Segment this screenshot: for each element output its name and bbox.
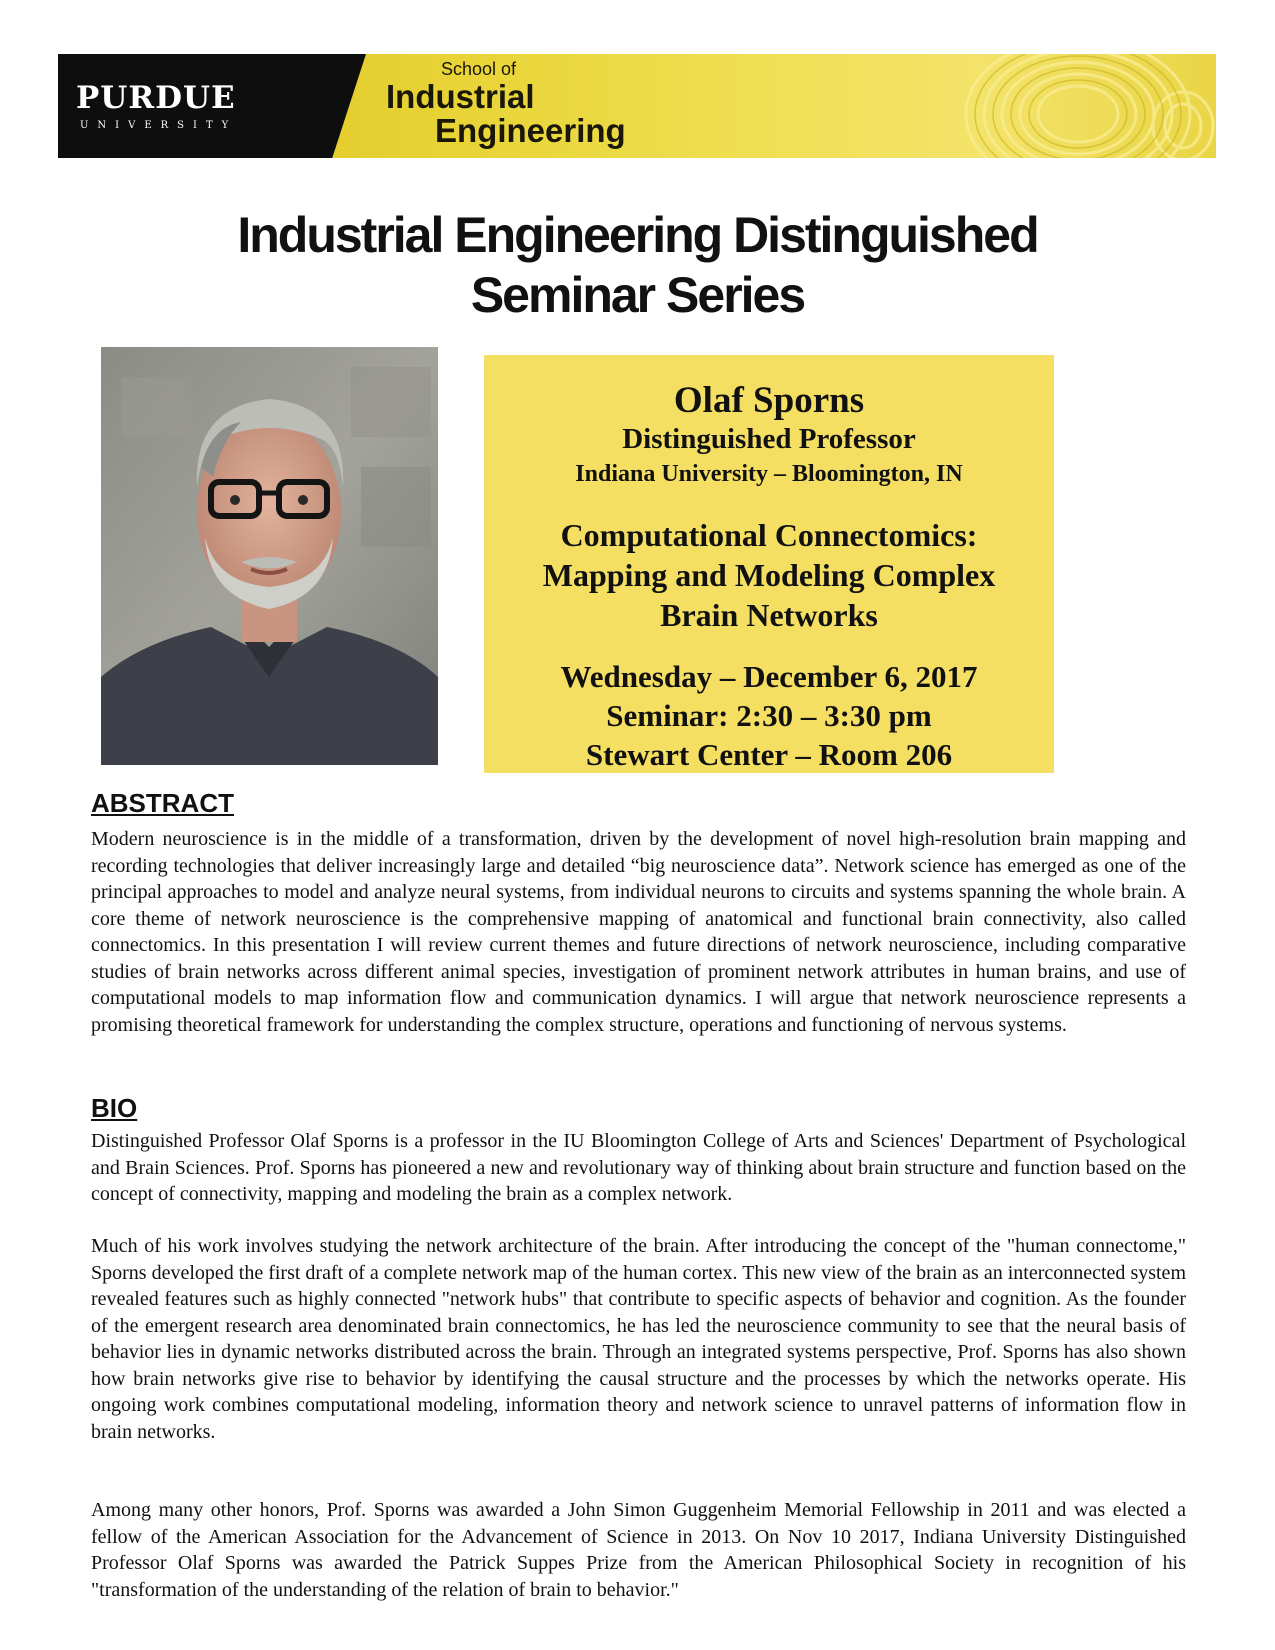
abstract-text: Modern neuroscience is in the middle of a transformation, driven by the development of novel high-resolution brain mapping and recording technologies that deliver increasingly large and detailed “big neuroscience data”. Network science has emerged as one of the principal approaches to model and analyze neural systems, from individual neurons to circuits and systems spanning the whole brain. A core theme of network neuroscience is the comprehensive mapping of anatomical and functional brain connectivity, also called connectomics. In this presentation I will review current themes and future directions of network neuroscience, including comparative studies of brain networks across different animal species, investigation of prominent network attributes in human brains, and use of computational models to map information flow and communication dynamics. I will argue that network neuroscience represents a promising theoretical framework for understanding the complex structure, operations and functioning of nervous systems. <box>91 828 1186 1036</box>
talk-location: Stewart Center – Room 206 <box>585 737 953 772</box>
purdue-logo <box>58 54 318 158</box>
speaker-position: Distinguished Professor <box>622 423 916 455</box>
page-title-line2: Seminar Series <box>470 267 805 323</box>
school-name <box>386 58 626 148</box>
talk-date: Wednesday – December 6, 2017 <box>560 659 978 694</box>
speaker-affiliation: Indiana University – Bloomington, IN <box>575 461 963 487</box>
talk-schedule <box>484 657 1054 774</box>
school-name-line3: Engineering <box>435 112 626 149</box>
bio-paragraph-2: Much of his work involves studying the network architecture of the brain. After introducing the concept of the "human connectome," Sporns developed the first draft of a complete network map of the human cortex. This new view of the brain as an interconnected system revealed features such as highly connected "network hubs" that contribute to specific aspects of behavior and cognition. As the founder of the emergent research area denominated brain connectomics, he has led the neuroscience community to see that the neural basis of behavior lies in dynamic networks distributed across the brain. Through an integrated systems perspective, Prof. Sporns has also shown how brain networks give rise to behavior by identifying the causal structure and the processes by which the networks operate. His ongoing work combines computational modeling, information theory and network science to unravel patterns of information flow in brain networks. <box>91 1235 1186 1443</box>
header-banner <box>58 54 1216 158</box>
purdue-logo-subtitle: UNIVERSITY <box>80 120 238 131</box>
talk-title <box>484 515 1054 635</box>
speaker-name: Olaf Sporns <box>673 380 865 421</box>
school-name-line2: Industrial <box>386 78 535 115</box>
speaker-photo <box>101 347 438 765</box>
bio-paragraph-1: Distinguished Professor Olaf Sporns is a professor in the IU Bloomington College of Arts and Sciences' Department of Psychological and Brain Sciences. Prof. Sporns has pioneered a new and revolutionary way of thinking about brain structure and function based on the concept of connectivity, mapping and modeling the brain as a complex network. <box>91 1130 1186 1205</box>
purdue-logo-wordmark: PURDUE <box>76 80 236 116</box>
talk-time: Seminar: 2:30 – 3:30 pm <box>606 698 932 733</box>
abstract-heading: ABSTRACT <box>91 788 234 818</box>
talk-title-line1: Computational Connectomics: <box>560 517 978 553</box>
talk-title-line2: Mapping and Modeling Complex <box>542 557 996 593</box>
speaker-portrait-image <box>101 347 438 765</box>
seminar-info-box <box>484 355 1054 773</box>
bio-paragraph-3: Among many other honors, Prof. Sporns was awarded a John Simon Guggenheim Memorial Fellowship in 2011 and was elected a fellow of the American Association for the Advancement of Science in 2013. On Nov 10 2017, Indiana University Distinguished Professor Olaf Sporns was awarded the Patrick Suppes Prize from the American Philosophical Society in recognition of his "transformation of the understanding of the relation of brain to behavior." <box>91 1499 1186 1601</box>
talk-title-line3: Brain Networks <box>660 597 878 633</box>
school-name-line1: School of <box>441 59 517 79</box>
banner-decoration-swirl <box>938 54 1216 158</box>
page-title-line1: Industrial Engineering Distinguished <box>237 207 1038 263</box>
page-title <box>0 205 1275 325</box>
bio-heading: BIO <box>91 1093 138 1123</box>
